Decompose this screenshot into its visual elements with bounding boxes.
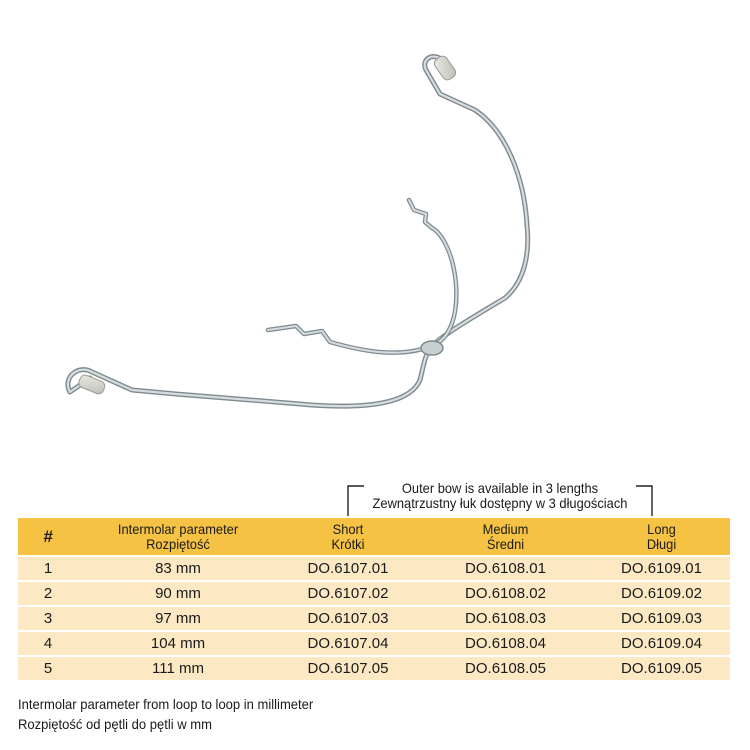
header-short-pl: Krótki bbox=[331, 535, 365, 552]
table-header-row bbox=[18, 518, 730, 556]
header-medium bbox=[418, 518, 593, 556]
outer-bow-outline bbox=[68, 57, 528, 407]
medium-code: DO.6108.03 bbox=[418, 606, 593, 631]
long-code: DO.6109.02 bbox=[593, 581, 730, 606]
short-code: DO.6107.01 bbox=[278, 556, 418, 581]
medium-code: DO.6108.01 bbox=[418, 556, 593, 581]
table-row bbox=[18, 631, 730, 656]
header-intermolar-en: Intermolar parameter bbox=[117, 520, 239, 537]
header-medium-pl: Średni bbox=[486, 535, 525, 552]
intermolar-value: 83 mm bbox=[78, 556, 278, 581]
footnote-en: Intermolar parameter from loop to loop in millimeter bbox=[18, 696, 314, 712]
header-long-pl: Długi bbox=[646, 535, 677, 552]
intermolar-value: 104 mm bbox=[78, 631, 278, 656]
header-long bbox=[593, 518, 730, 556]
short-code: DO.6107.02 bbox=[278, 581, 418, 606]
table-row bbox=[18, 606, 730, 631]
long-code: DO.6109.01 bbox=[593, 556, 730, 581]
outer-bow bbox=[68, 57, 528, 407]
solder-joint bbox=[421, 341, 443, 355]
medium-code: DO.6108.02 bbox=[418, 581, 593, 606]
length-availability-note bbox=[340, 480, 660, 514]
header-intermolar-pl: Rozpiętość bbox=[146, 535, 210, 552]
intermolar-value: 111 mm bbox=[78, 656, 278, 680]
row-number: 2 bbox=[18, 581, 78, 606]
intermolar-value: 97 mm bbox=[78, 606, 278, 631]
row-number: 1 bbox=[18, 556, 78, 581]
medium-code: DO.6108.05 bbox=[418, 656, 593, 680]
short-code: DO.6107.05 bbox=[278, 656, 418, 680]
header-number: # bbox=[18, 518, 78, 556]
long-code: DO.6109.03 bbox=[593, 606, 730, 631]
row-number: 4 bbox=[18, 631, 78, 656]
inner-bow-outline bbox=[268, 200, 456, 353]
header-medium-en: Medium bbox=[482, 520, 529, 537]
intermolar-value: 90 mm bbox=[78, 581, 278, 606]
header-intermolar bbox=[78, 518, 278, 556]
row-number: 5 bbox=[18, 656, 78, 680]
header-short bbox=[278, 518, 418, 556]
short-code: DO.6107.03 bbox=[278, 606, 418, 631]
table-row bbox=[18, 581, 730, 606]
header-short-en: Short bbox=[332, 520, 364, 537]
table-row bbox=[18, 656, 730, 680]
long-code: DO.6109.05 bbox=[593, 656, 730, 680]
table-row bbox=[18, 556, 730, 581]
long-code: DO.6109.04 bbox=[593, 631, 730, 656]
medium-code: DO.6108.04 bbox=[418, 631, 593, 656]
length-note-en: Outer bow is available in 3 lengths bbox=[401, 480, 599, 496]
length-note-pl: Zewnątrzustny łuk dostępny w 3 długościach bbox=[372, 495, 628, 511]
size-table bbox=[18, 518, 730, 680]
short-code: DO.6107.04 bbox=[278, 631, 418, 656]
header-long-en: Long bbox=[647, 520, 676, 537]
footnote-pl: Rozpiętość od pętli do pętli w mm bbox=[18, 716, 212, 732]
row-number: 3 bbox=[18, 606, 78, 631]
